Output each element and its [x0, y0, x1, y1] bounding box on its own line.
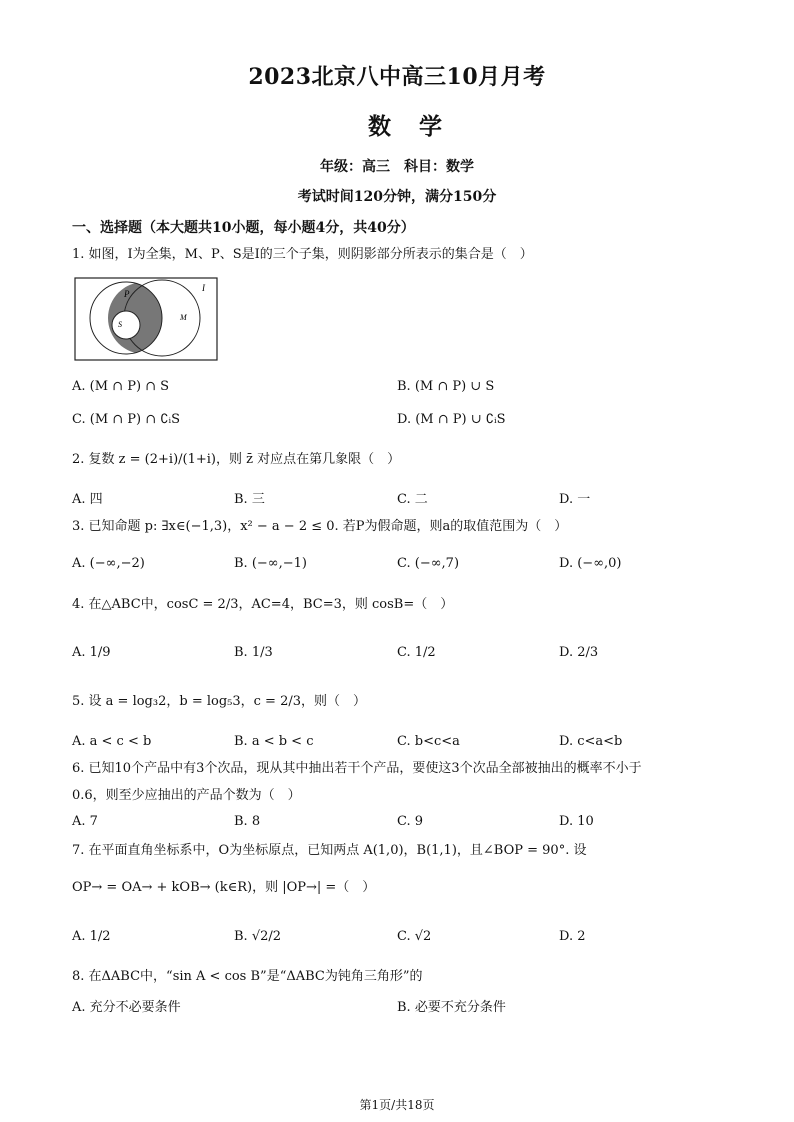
q7-option-c: C. √2: [397, 929, 432, 944]
q5-option-d: D. c<a<b: [559, 734, 623, 749]
question-3-stem: 3. 已知命题 p: ∃x∈(−1,3)，x² − a − 2 ≤ 0. 若P为假命题，则a的取值范围为（ ）: [72, 519, 568, 534]
q1-option-b: B. (M ∩ P) ∪ S: [397, 379, 495, 394]
q6-option-b: B. 8: [234, 814, 261, 829]
q6-option-a: A. 7: [72, 814, 98, 829]
venn-diagram: [74, 277, 218, 361]
q5-option-a: A. a < c < b: [72, 734, 152, 749]
grade-subject-line: 年级：高三 科目：数学: [320, 159, 474, 175]
venn-label-i: I: [202, 283, 205, 293]
q5-option-c: C. b<c<a: [397, 734, 460, 749]
exam-time-line: 考试时间120分钟，满分150分: [297, 189, 497, 205]
q4-option-c: C. 1/2: [397, 645, 436, 660]
question-7-stem: 7. 在平面直角坐标系中，O为坐标原点，已知两点 A(1,0)，B(1,1)，且∠BOP = 90°. 设: [72, 843, 587, 858]
q7-option-b: B. √2/2: [234, 929, 282, 944]
q2-option-d: D. 一: [559, 492, 591, 507]
q8-option-a: A. 充分不必要条件: [72, 1000, 181, 1015]
venn-label-s: S: [118, 320, 122, 329]
q6-option-d: D. 10: [559, 814, 594, 829]
venn-label-p: P: [124, 289, 130, 299]
q5-option-b: B. a < b < c: [234, 734, 314, 749]
q2-option-b: B. 三: [234, 492, 265, 507]
question-2-stem: 2. 复数 z = (2+i)/(1+i)，则 z̄ 对应点在第几象限（ ）: [72, 452, 401, 467]
q2-option-a: A. 四: [72, 492, 103, 507]
exam-title: 2023北京八中高三10月月考: [248, 64, 546, 90]
question-5-stem: 5. 设 a = log₃2，b = log₅3，c = 2/3，则（ ）: [72, 694, 366, 709]
q7-option-a: A. 1/2: [72, 929, 111, 944]
q2-option-c: C. 二: [397, 492, 428, 507]
q1-option-c: C. (M ∩ P) ∩ ∁ᵢS: [72, 412, 181, 427]
q3-option-d: D. (−∞,0): [559, 556, 622, 571]
q1-option-d: D. (M ∩ P) ∪ ∁ᵢS: [397, 412, 506, 427]
venn-circle-s: [112, 311, 140, 339]
venn-label-m: M: [180, 313, 187, 322]
q3-option-b: B. (−∞,−1): [234, 556, 307, 571]
q3-option-c: C. (−∞,7): [397, 556, 460, 571]
q4-option-b: B. 1/3: [234, 645, 273, 660]
section-title: 一、选择题（本大题共10小题，每小题4分，共40分）: [72, 220, 415, 236]
q4-option-a: A. 1/9: [72, 645, 111, 660]
q3-option-a: A. (−∞,−2): [72, 556, 145, 571]
q8-option-b: B. 必要不充分条件: [397, 1000, 506, 1015]
question-6-stem-cont: 0.6，则至少应抽出的产品个数为（ ）: [72, 788, 301, 803]
question-6-stem: 6. 已知10个产品中有3个次品，现从其中抽出若干个产品，要使这3个次品全部被抽出的概率不小于: [72, 761, 642, 776]
page-footer: 第1页/共18页: [359, 1098, 435, 1112]
question-7-stem-cont: OP→ = OA→ + kOB→ (k∈R)，则 |OP→| =（ ）: [72, 880, 376, 895]
question-1-stem: 1. 如图，I为全集，M、P、S是I的三个子集，则阴影部分所表示的集合是（ ）: [72, 247, 533, 262]
q6-option-c: C. 9: [397, 814, 424, 829]
q7-option-d: D. 2: [559, 929, 586, 944]
q4-option-d: D. 2/3: [559, 645, 599, 660]
q1-option-a: A. (M ∩ P) ∩ S: [72, 379, 170, 394]
question-4-stem: 4. 在△ABC中，cosC = 2/3，AC=4，BC=3，则 cosB=（ ）: [72, 597, 454, 612]
question-8-stem: 8. 在ΔABC中，“sin A < cos B”是“ΔABC为钝角三角形”的: [72, 969, 423, 984]
subject-heading: 数学: [368, 113, 470, 140]
